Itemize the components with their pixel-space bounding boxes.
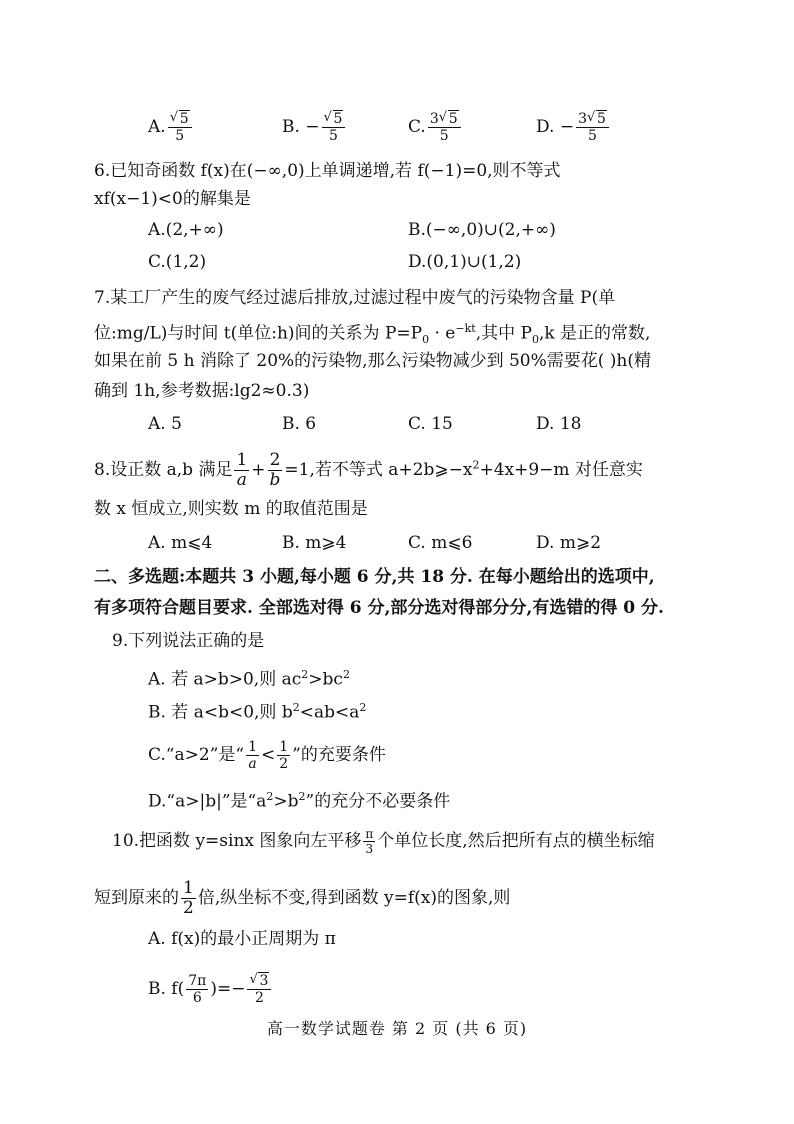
q7-stem-line3: 如果在前 5 h 消除了 20%的污染物,那么污染物减少到 50%需要花( )h(精	[94, 351, 652, 371]
q8-stem-line2: 数 x 恒成立,则实数 m 的取值范围是	[94, 499, 368, 519]
q7-stem-line2: 位:mg/L)与时间 t(单位:h)间的关系为 $P=P_0 \cdot e^{-kt}$,其中 $P_0,k$ 是正的常数,	[94, 322, 651, 347]
q8-option-d: D. m⩾2	[536, 533, 602, 553]
q7-option-d: D. 18	[536, 414, 582, 434]
q8-option-b: B. m⩾4	[282, 533, 347, 553]
section2-heading-line1: 二、多选题:本题共 3 小题,每小题 6 分,共 18 分. 在每小题给出的选项中,	[94, 567, 655, 587]
q5-option-a: A. √ $\frac{5}{5}$	[148, 112, 194, 143]
q9-stem: 9.下列说法正确的是	[112, 631, 265, 651]
q7-option-c: C. 15	[408, 414, 453, 434]
q6-stem-line1: 6.已知奇函数 f(x)在(−∞,0)上单调递增,若 f(−1)=0,则不等式	[94, 161, 561, 181]
q5-option-b: B. − √ $\frac{5}{5}$	[282, 112, 347, 143]
q7-option-b: B. 6	[282, 414, 317, 434]
section2-heading-line2: 有多项符合题目要求. 全部选对得 6 分,部分选对得部分分,有选错的得 0 分.	[94, 598, 664, 618]
q8-stem-line1: 8.设正数 a,b 满足 $\frac{1}{a}$ + $\frac{2}{b}$ =1,若不等式 $a+2b⩾-x^2+4x+9-m$ 对任意实	[94, 450, 643, 490]
q6-option-c: C.(1,2)	[148, 252, 207, 272]
q9-option-c: C.“a>2”是“ $\frac{1}{a}$ < $\frac{1}{2}$ ”的充要条件	[148, 739, 386, 772]
q7-stem-line4: 确到 1h,参考数据:lg2≈0.3)	[94, 381, 310, 401]
q10-option-b: B. f( $\frac{7\pi}{6}$ )=− √ $\frac{3}{2}$	[148, 974, 273, 1005]
q6-option-a: A.(2,+∞)	[148, 220, 224, 240]
q9-option-d: D.“a>|b|”是“$a^2>b^2$”的充分不必要条件	[148, 790, 451, 812]
q9-option-a: A. 若 a>b>0,则 $ac^2>bc^2$	[148, 668, 350, 690]
q8-option-a: A. m⩽4	[148, 533, 213, 553]
q9-option-b: B. 若 a<b<0,则 $b^2<ab<a^2$	[148, 701, 367, 723]
q8-option-c: C. m⩽6	[408, 533, 473, 553]
q7-option-a: A. 5	[148, 414, 182, 434]
q5-option-c: C. $\frac{3√ 5}{5}$	[408, 112, 463, 143]
q6-option-d: D.(0,1)∪(1,2)	[408, 252, 522, 272]
q7-stem-line1: 7.某工厂产生的废气经过滤后排放,过滤过程中废气的污染物含量 P(单	[94, 288, 616, 308]
page-footer: 高一数学试题卷 第 2 页 (共 6 页)	[266, 1019, 528, 1038]
q5-option-d: D. − $\frac{3√ 5}{5}$	[536, 112, 611, 143]
q6-stem-line2: xf(x−1)<0的解集是	[94, 189, 251, 209]
q10-stem-line1: 10.把函数 y=sinx 图象向左平移 $\frac{\pi}{3}$ 个单位长度,然后把所有点的横坐标缩	[112, 827, 655, 856]
q10-option-a: A. f(x)的最小正周期为 π	[148, 929, 336, 949]
q10-stem-line2: 短到原来的 $\frac{1}{2}$ 倍,纵坐标不变,得到函数 y=f(x)的图象,则	[94, 878, 511, 918]
q6-option-b: B.(−∞,0)∪(2,+∞)	[408, 220, 556, 240]
